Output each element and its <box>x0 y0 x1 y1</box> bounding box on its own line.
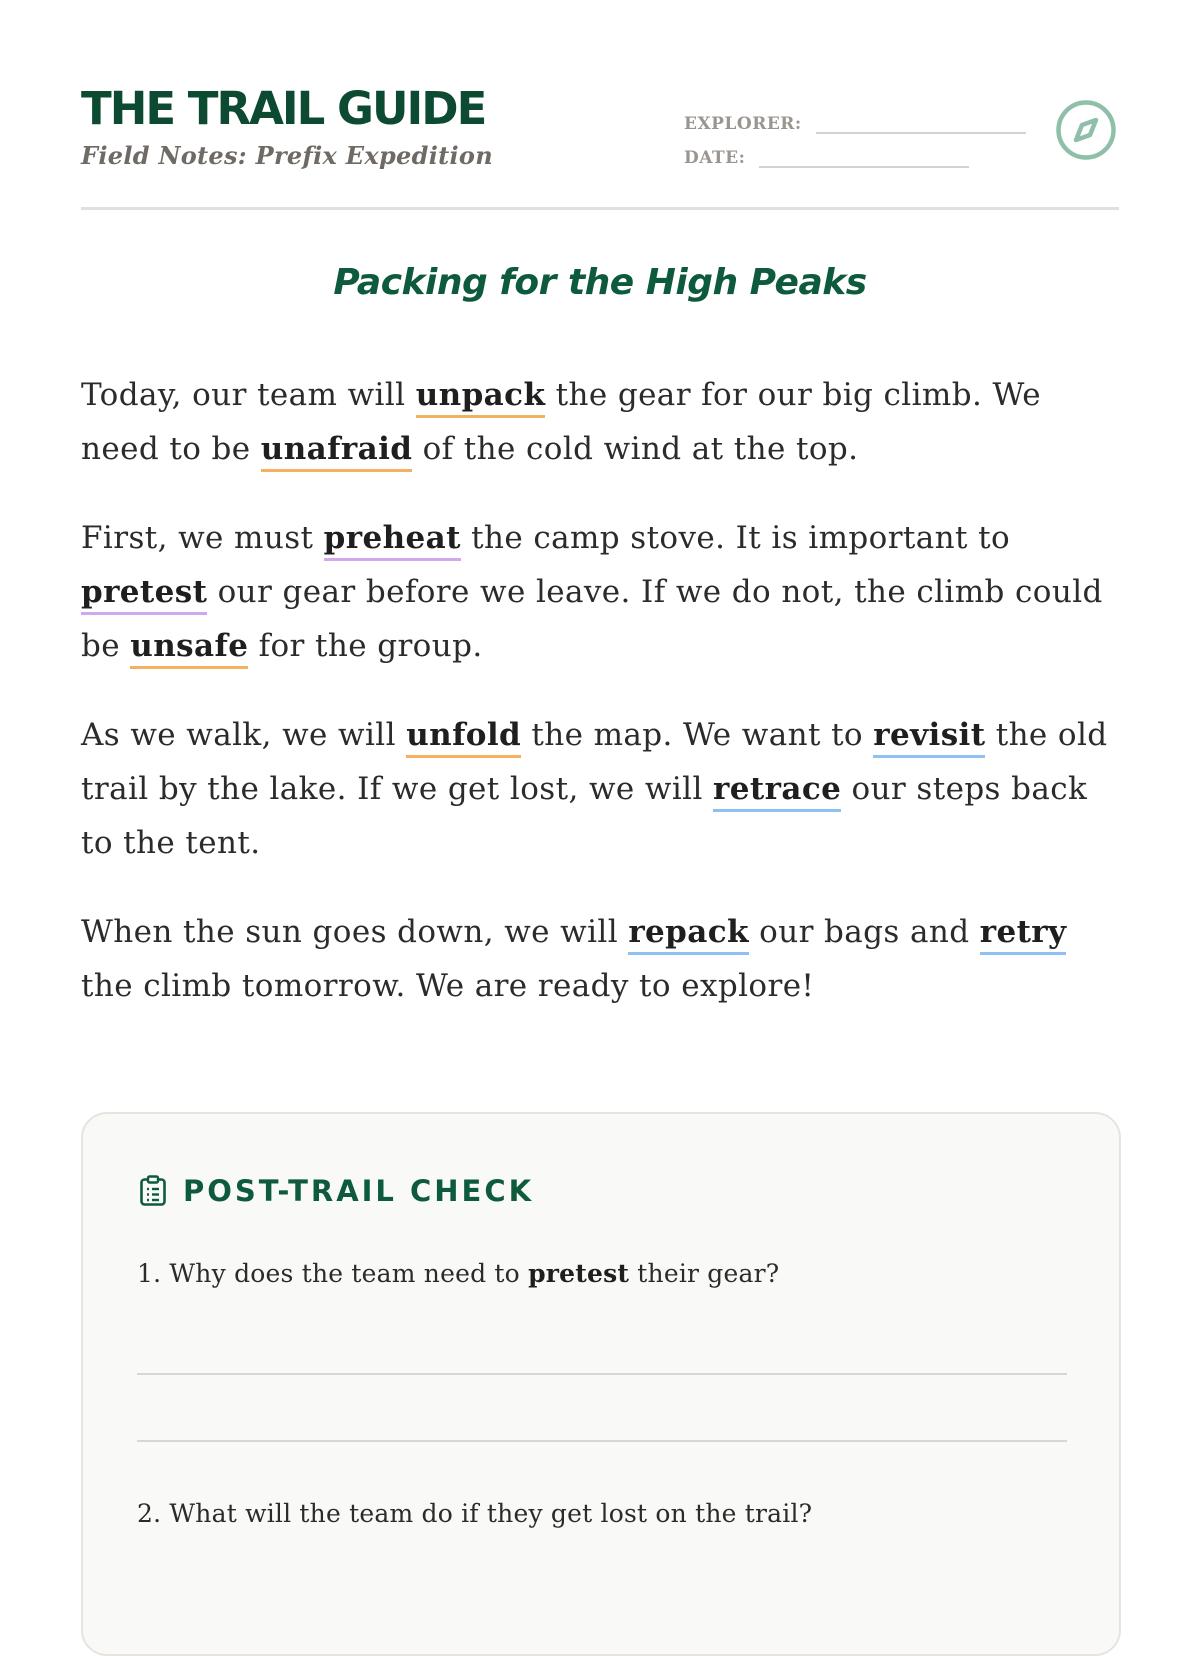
prefix-word-re: retrace <box>713 771 841 812</box>
story-text-run: our gear before we leave. If we do not, the climb could be <box>81 574 1103 664</box>
header-divider <box>81 207 1119 210</box>
compass-icon <box>1055 99 1117 161</box>
explorer-info <box>684 100 1026 168</box>
prefix-word-un: unsafe <box>130 628 248 669</box>
story-text-run: As we walk, we will <box>81 717 407 753</box>
post-trail-check-card <box>81 1112 1121 1656</box>
prefix-word-un: unafraid <box>261 431 413 472</box>
answer-line[interactable] <box>137 1440 1067 1442</box>
question-2 <box>137 1499 812 1528</box>
date-line[interactable] <box>759 142 969 168</box>
story-text-run: the camp stove. It is important to <box>460 520 1011 556</box>
prefix-word-un: unpack <box>416 377 546 418</box>
date-row <box>684 134 1026 168</box>
story-text-run: the gear for our big climb. We need to be <box>81 377 1041 467</box>
worksheet-page <box>81 0 1119 1600</box>
guide-title: THE TRAIL GUIDE <box>81 82 486 135</box>
prefix-word-pre: pretest <box>81 574 207 615</box>
check-title: POST-TRAIL CHECK <box>183 1174 535 1208</box>
answer-line[interactable] <box>137 1373 1067 1375</box>
story-title: Packing for the High Peaks <box>333 262 867 303</box>
story-paragraph-2 <box>81 511 1119 673</box>
check-header <box>139 1174 534 1208</box>
story-paragraph-4 <box>81 905 1119 1013</box>
prefix-word-re: revisit <box>873 717 985 758</box>
story-text-run: the old trail by the lake. If we get lost, we will <box>81 717 1108 807</box>
question-1 <box>137 1259 779 1288</box>
story-text-run: the map. We want to <box>521 717 874 753</box>
date-label: DATE: <box>684 148 746 168</box>
story-text-run: of the cold wind at the top. <box>412 431 859 467</box>
explorer-row <box>684 100 1026 134</box>
story-paragraph-3 <box>81 708 1119 870</box>
prefix-word-pre: preheat <box>324 520 461 561</box>
guide-subtitle: Field Notes: Prefix Expedition <box>81 141 493 170</box>
question-text: their gear? <box>629 1259 780 1288</box>
question-text: 2. What will the team do if they get lost on the trail? <box>137 1499 813 1528</box>
story-text-run: Today, our team will <box>81 377 416 413</box>
question-text: 1. Why does the team need to <box>137 1259 529 1288</box>
explorer-name-line[interactable] <box>816 108 1026 134</box>
story-text-run: First, we must <box>81 520 324 556</box>
story-paragraph-1 <box>81 368 1119 476</box>
story-text-run: for the group. <box>248 628 483 664</box>
prefix-word-un: unfold <box>406 717 521 758</box>
explorer-label: EXPLORER: <box>684 114 802 134</box>
story-text-run: our bags and <box>748 914 980 950</box>
story-text-run: the climb tomorrow. We are ready to explore! <box>81 968 815 1004</box>
brand-block <box>81 83 493 170</box>
prefix-word-re: repack <box>628 914 749 955</box>
story-text-run: our steps back to the tent. <box>81 771 1088 861</box>
clipboard-icon <box>139 1175 167 1207</box>
story-text-run: When the sun goes down, we will <box>81 914 629 950</box>
question-keyword: pretest <box>528 1259 630 1288</box>
story-text <box>81 368 1119 1048</box>
prefix-word-re: retry <box>980 914 1067 955</box>
